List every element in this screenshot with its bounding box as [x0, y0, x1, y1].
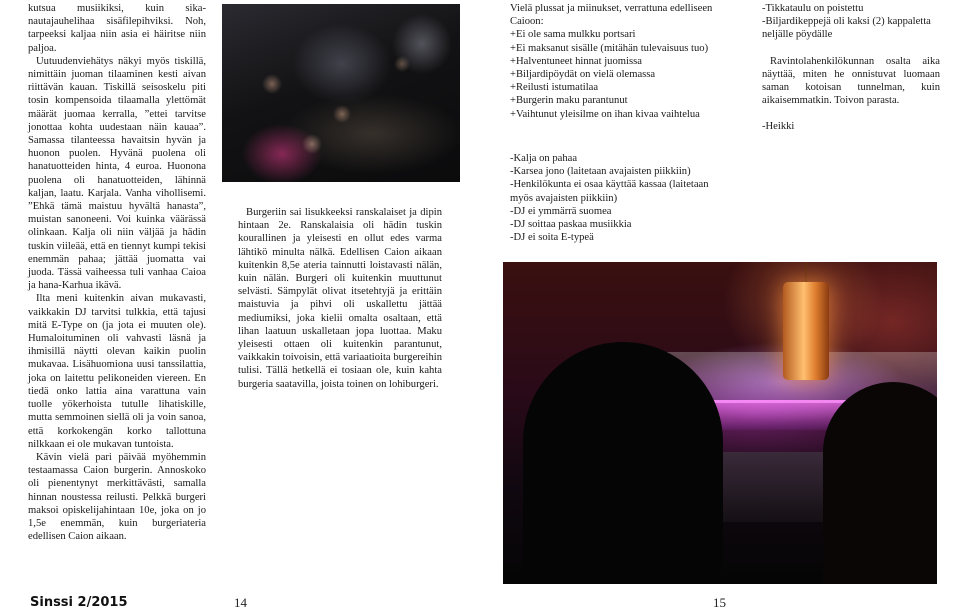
paragraph: Uutuudenviehätys näkyi myös tiskillä, nimittäin juoman tilaaminen kesti aivan riittävän kauan. Tiskillä seisoskelu piti tosin kompensoida tilaamalla ylettömät määrät juomaa kerralla, ”ettei tarvitse jonottaa kohta uudestaan näin kauaa”. Samassa tilanteessa havaitsin hyvän ja huonon puolen. Hyvänä puolena oli hanatuotteiden hinta, 4 euroa. Huonona puolena oli hanatuotteiden, lähinnä kaljan, laatu. Karjala. Vanha vihollisemi. ”Ehkä tämä maistuu hyvältä hanasta”, muistan sanoneeni. Voi kuinka väärässä olinkaan. Kalja oli niin väljää ja hädin tuskin viileää, että en tiennyt kumpi tekisi enemmän pahaa; jättää juomatta vai juoda. Tässä vaiheessa tuli vanhaa Caioa ja hana-Karhua ikävä. — [28, 55, 206, 292]
article-column-4 — [762, 2, 940, 134]
person-silhouette — [823, 382, 937, 584]
bar-counter-photo — [503, 262, 937, 584]
paragraph: kutsua musiikiksi, kuin sika-nautajauhelihaa sisäfilepihviksi. Noh, tarpeeksi kaljaa niin asia ei häiritse niin paljoa. — [28, 3, 206, 54]
pendant-lamp — [783, 282, 829, 380]
person-silhouette — [523, 342, 723, 584]
list-item: +Burgerin maku parantunut — [510, 95, 628, 107]
page-number-right: 15 — [713, 595, 726, 610]
list-item: -DJ ei ymmärrä suomea — [510, 205, 612, 217]
page-number-left: 14 — [234, 595, 247, 610]
list-item: -Henkilökunta ei osaa käyttää kassaa (laitetaan myös avajaisten piikkiin) — [510, 179, 709, 204]
list-item: -Karsea jono (laitetaan avajaisten piikkiin) — [510, 166, 691, 178]
paragraph: Burgeriin sai lisukkeeksi ranskalaiset ja dipin hintaan 2e. Ranskalaisia oli hädin tuskin kourallinen ja yleisesti en ollut edes varma lähtikö minulta nälkä. Edellisen Caion aikaan kuitenkin 8,5e ateria tainnutti loistavasti nälän, kuin nälän. Burgeri oli kuitenkin muuttunut selvästi. Sämpylät olivat itsetehtyjä ja erittäin maistuvia ja pihvi oli uskallettu jättää mediumiksi, joka kielii omalta osaltaan, että lihan laatuun uskalletaan jopa luottaa. Maku yleisesti ottaen oli kuitenkin parantunut, vaikkakin toivoisin, että variaatioita burgereihin tulisi. Tällä hetkellä ei tosiaan ole, kuin kahta burgeria saatavilla, joista toinen on lohiburgeri. — [238, 207, 442, 390]
list-item: +Ei maksanut sisälle (mitähän tulevaisuus tuo) — [510, 42, 709, 54]
list-item: +Halventuneet hinnat juomissa — [510, 55, 642, 67]
closing-paragraph: Ravintolahenkilökunnan osalta aika näyttää, miten he onnistuvat luomaan saman kotoisan tunnelman, kuin aikaisemmatkin. Toivon parasta. — [762, 55, 940, 107]
list-item: -DJ ei soita E-typeä — [510, 232, 594, 244]
list-item: +Vaihtunut yleisilme on ihan kivaa vaihtelua — [510, 108, 700, 120]
article-column-1 — [28, 2, 206, 543]
magazine-issue-label: Sinssi 2/2015 — [30, 595, 128, 610]
list-item: +Biljardipöydät on vielä olemassa — [510, 69, 656, 81]
list-item: +Reilusti istumatilaa — [510, 82, 599, 94]
signature: -Heikki — [762, 121, 795, 133]
list-item: -Kalja on pahaa — [510, 153, 578, 164]
lamp-cord — [805, 262, 807, 282]
bar-crowd-photo — [222, 4, 460, 182]
pros-list — [510, 2, 724, 121]
list-item: -Tikkataulu on poistettu — [762, 3, 864, 14]
list-item: +Ei ole sama mulkku portsari — [510, 29, 636, 41]
list-item: -Biljardikeppejä oli kaksi (2) kappaletta neljälle pöydälle — [762, 16, 931, 41]
cons-list — [510, 152, 724, 244]
list-item: -DJ soittaa paskaa musiikkia — [510, 219, 632, 231]
paragraph: Kävin vielä pari päivää myöhemmin testaamassa Caion burgerin. Annoskoko oli pienentynyt merkittävästi, samalla hinnan noustessa reilusti. Pelkkä burgeri maksoi opiskelijahintaan 10e, joka on jo 1,5e enemmän, kuin burgeriateria edellisen Caion aikaan. — [28, 451, 206, 543]
crowd-shapes — [232, 34, 452, 174]
pros-intro: Vielä plussat ja miinukset, verrattuna edelliseen Caioon: — [510, 3, 713, 28]
article-column-2 — [238, 206, 442, 391]
paragraph: Ilta meni kuitenkin aivan mukavasti, vaikkakin DJ tarvitsi tulkkia, että tajusi mitä E-Type on (ja jota ei muuten ole). Humaloituminen oli vahvasti läsnä ja ihmisillä näytti olevan kaikin puolin mukavaa. Lisähuomiona uusi tanssilattia, joka on laitettu pelikoneiden viereen. En tiedä onko lattia aina varattuna vain tuolle yökerhoista tutulle lihatiskille, mutta semmoinen siellä oli ja voin sanoa, että korkokengän korko tallottuna nilkkaan ei ole mukavan tuntoista. — [28, 293, 206, 450]
